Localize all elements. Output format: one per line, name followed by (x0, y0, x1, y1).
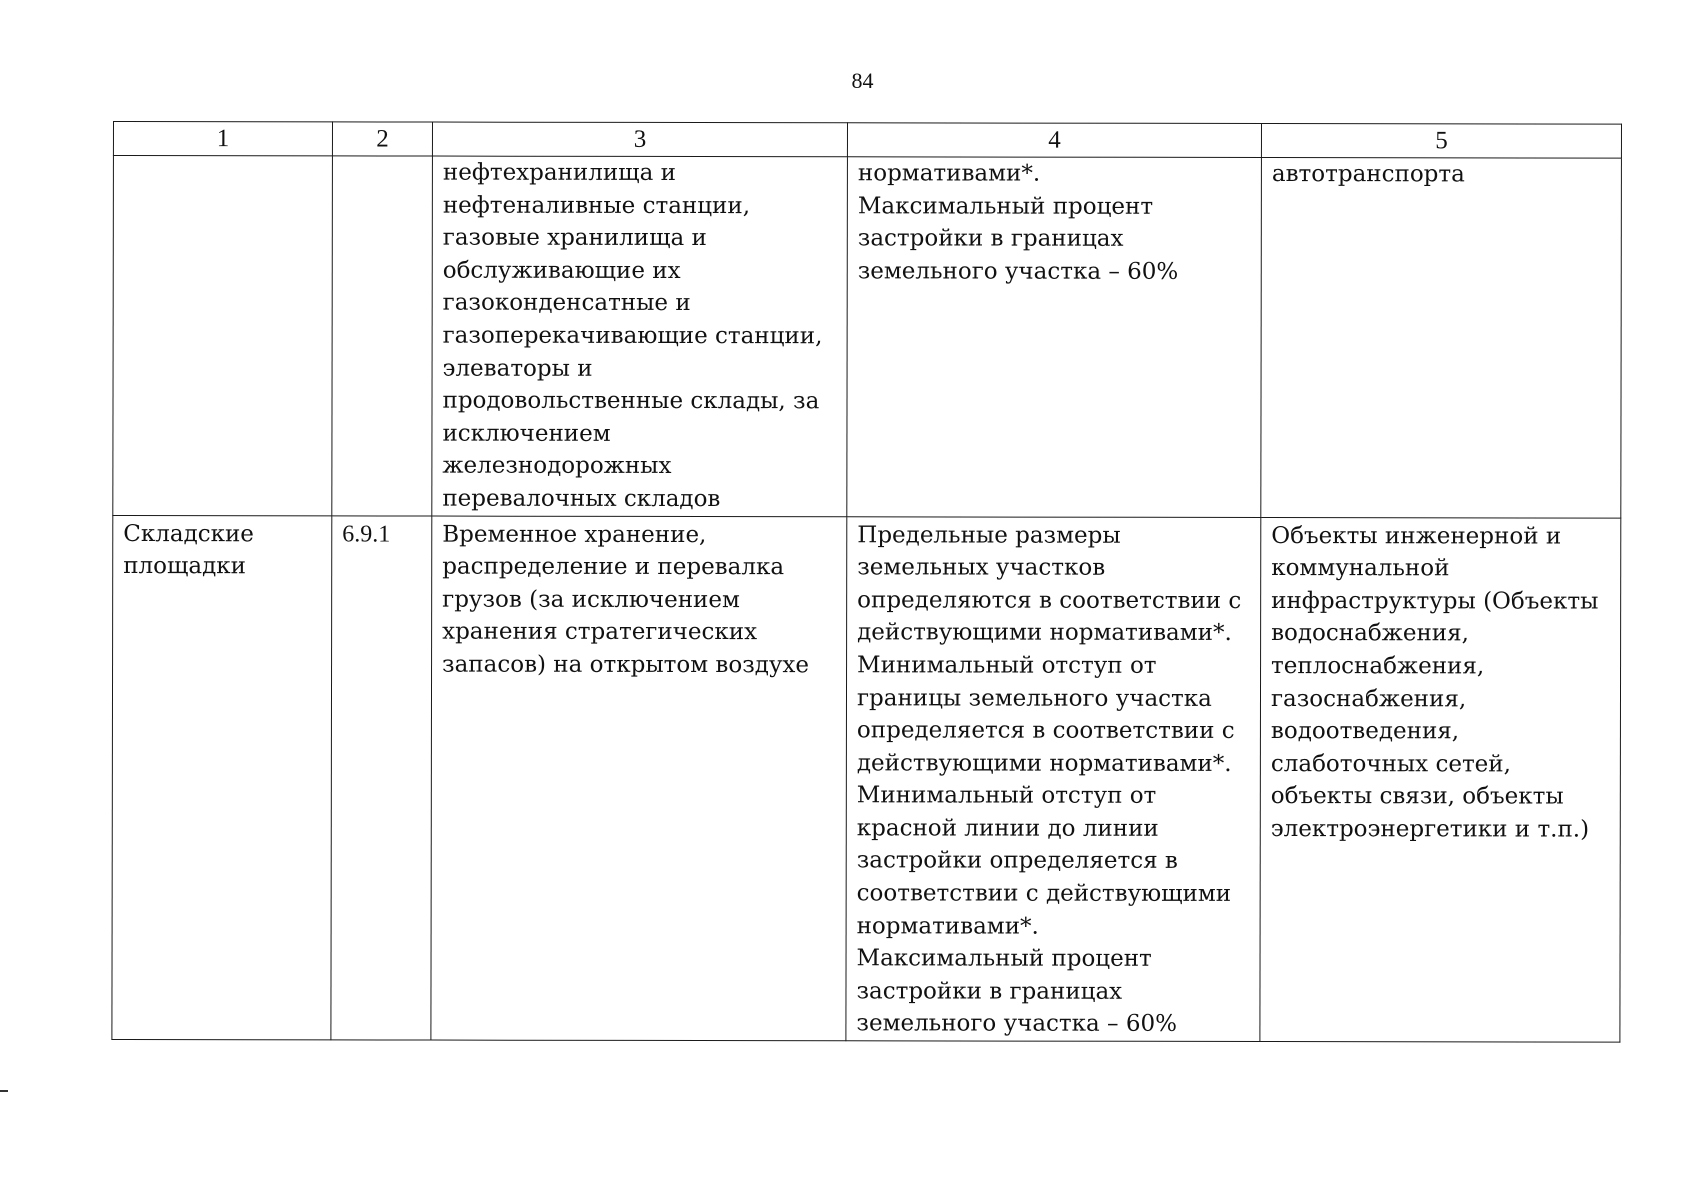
cell-text-line: электроэнергетики и т.п.) (1270, 815, 1590, 843)
cell-text-line: земельных участков (857, 554, 1106, 581)
cell-text-line: водоотведения, (1270, 718, 1460, 745)
header-col-4: 4 (847, 123, 1261, 158)
cell-text-line: Минимальный отступ от (857, 652, 1157, 679)
cell-code (331, 515, 432, 1040)
cell-text-line: действующими нормативами*. (856, 749, 1232, 777)
cell-text-line: нормативами*. (857, 160, 1041, 187)
cell-use-type (112, 515, 332, 1040)
cell-text-line: нефтеналивные станции, (442, 192, 751, 219)
cell-auxiliary-uses (1260, 517, 1621, 1042)
cell-text-line: нефтехранилища и (442, 159, 676, 186)
cell-text-line: слаботочных сетей, (1270, 750, 1511, 778)
header-col-2: 2 (332, 122, 432, 156)
cell-text-line: запасов) на открытом воздухе (442, 651, 810, 679)
cell-text-line: теплоснабжения, (1271, 652, 1485, 680)
cell-text-line: газоконденсатные и (442, 289, 691, 317)
cell-text-line: продовольственные склады, за (442, 387, 820, 415)
cell-parameters (846, 516, 1261, 1041)
cell-text-line: исключением (442, 420, 611, 447)
cell-text-line: 6.9.1 (342, 520, 391, 548)
table-row (113, 156, 1622, 518)
cell-text-line: грузов (за исключением (442, 586, 740, 613)
cell-description (431, 516, 847, 1041)
page-number: 84 (851, 68, 874, 93)
header-col-5: 5 (1261, 124, 1621, 159)
cell-text-line: соответствии с действующими (856, 880, 1232, 908)
cell-text-line: земельного участка – 60% (856, 1010, 1178, 1038)
cell-text-line: застройки в границах (857, 225, 1124, 252)
cell-parameters (847, 157, 1262, 517)
zoning-table (111, 121, 1622, 1043)
table-header-row (113, 122, 1621, 159)
cell-text-line: железнодорожных (442, 452, 672, 480)
cell-text-line: объекты связи, объекты (1270, 783, 1564, 810)
cell-use-type (113, 156, 333, 516)
cell-text-line: коммунальной (1271, 555, 1450, 582)
cell-text-line: Объекты инженерной и (1271, 522, 1562, 550)
cell-text-line: земельного участка – 60% (857, 258, 1179, 285)
cell-text-line: элеваторы и (442, 355, 593, 382)
cell-text-line: хранения стратегических (442, 618, 758, 646)
cell-text-line: определяются в соответствии с (857, 587, 1242, 614)
cell-text-line: Предельные размеры (857, 521, 1121, 549)
cell-text-line: границы земельного участка (856, 684, 1212, 712)
cell-description (432, 156, 848, 516)
cell-code (332, 156, 433, 516)
scan-margin-mark (0, 1090, 8, 1092)
cell-text-line: действующими нормативами*. (857, 619, 1232, 647)
cell-text-line: нормативами*. (856, 912, 1039, 940)
cell-text-line: застройки определяется в (856, 847, 1178, 875)
cell-text-line: Временное хранение, (442, 521, 707, 548)
cell-text-line: газоперекачивающие станции, (442, 322, 823, 350)
cell-text-line: застройки в границах (856, 978, 1123, 1005)
cell-text-line: красной линии до линии (856, 815, 1159, 842)
cell-text-line: газоснабжения, (1270, 685, 1467, 712)
cell-auxiliary-uses (1261, 158, 1622, 518)
cell-text-line: Складские (123, 520, 254, 547)
header-col-3: 3 (432, 122, 847, 157)
header-col-1: 1 (113, 122, 332, 156)
cell-text-line: перевалочных складов (442, 485, 721, 512)
cell-text-line: обслуживающие их (442, 257, 681, 284)
cell-text-line: водоснабжения, (1271, 620, 1469, 647)
cell-text-line: Максимальный процент (857, 192, 1154, 220)
cell-text-line: газовые хранилища и (442, 224, 707, 252)
cell-text-line: распределение и перевалка (442, 553, 785, 581)
cell-text-line: площадки (123, 553, 246, 580)
table-row (112, 515, 1621, 1042)
cell-text-line: Минимальный отступ от (856, 782, 1157, 810)
cell-text-line: инфраструктуры (Объекты (1271, 587, 1599, 615)
cell-text-line: определяется в соответствии с (856, 717, 1235, 745)
cell-text-line: Максимальный процент (856, 945, 1152, 973)
cell-text-line: автотранспорта (1271, 161, 1465, 188)
